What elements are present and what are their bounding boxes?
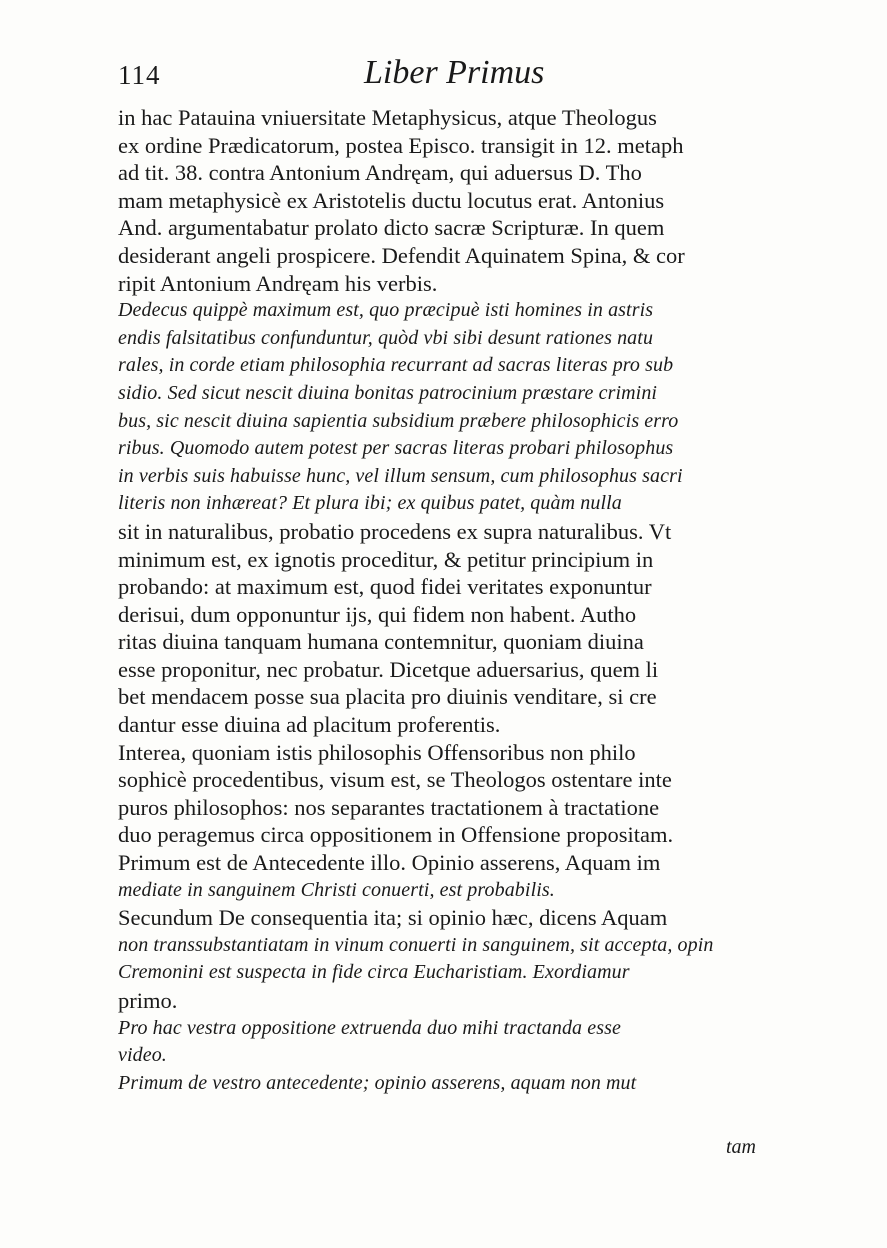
text-line: endis falsitatibus confunduntur, quòd vbi sibi desunt rationes natu (118, 326, 654, 349)
body-text (118, 104, 782, 1097)
text-line: Dedecus quippè maximum est, quo præcipuè isti homines in astris (118, 299, 654, 322)
text-line: ripit Antonium Andręam his verbis. (118, 270, 438, 296)
text-line: in hac Patauina vniuersitate Metaphysicus, atque Theologus (118, 105, 657, 130)
text-line: in verbis suis habuisse hunc, vel illum sensum, cum philosophus sacri (118, 464, 683, 487)
text-line: ribus. Quomodo autem potest per sacras literas probari philosophus (118, 437, 674, 460)
text-line: sidio. Sed sicut nescit diuina bonitas patrocinium præstare crimini (118, 381, 658, 404)
text-line: puros philosophos: nos separantes tractationem à tractatione (118, 794, 660, 820)
text-line: ad tit. 38. contra Antonium Andręam, qui aduersus D. Tho (118, 160, 642, 186)
text-line: bet mendacem posse sua placita pro diuinis venditare, si cre (118, 684, 657, 710)
text-line: bus, sic nescit diuina sapientia subsidium præbere philosophicis erro (118, 409, 679, 432)
page-header (118, 54, 778, 98)
catchword: tam (726, 1136, 756, 1158)
text-line: duo peragemus circa oppositionem in Offensione propositam. (118, 822, 674, 848)
text-line: sophicè procedentibus, visum est, se Theologos ostentare inte (118, 767, 672, 793)
text-line: Cremonini est suspecta in fide circa Eucharistiam. Exordiamur (118, 961, 630, 984)
text-line: Primum de vestro antecedente; opinio asserens, aquam non mut (118, 1071, 637, 1094)
text-line: probando: at maximum est, quod fidei veritates exponuntur (118, 574, 652, 600)
text-line: sit in naturalibus, probatio procedens ex supra naturalibus. Vt (118, 518, 672, 544)
text-line: literis non inhæreat? Et plura ibi; ex quibus patet, quàm nulla (118, 492, 622, 515)
text-line: Pro hac vestra oppositione extruenda duo mihi tractanda esse (118, 1016, 621, 1039)
text-line: ex ordine Prædicatorum, postea Episco. transigit in 12. metaph (118, 132, 684, 158)
text-line: Secundum De consequentia ita; si opinio hæc, dicens Aquam (118, 905, 668, 931)
text-line: Interea, quoniam istis philosophis Offensoribus non philo (118, 739, 636, 765)
text-line: video. (118, 1044, 167, 1067)
text-line: esse proponitur, nec probatur. Dicetque aduersarius, quem li (118, 656, 659, 682)
text-line: primo. (118, 988, 178, 1013)
text-line: desiderant angeli prospicere. Defendit Aquinatem Spina, & cor (118, 242, 685, 268)
text-line: And. argumentabatur prolato dicto sacræ Scripturæ. In quem (118, 215, 665, 241)
text-line: mam metaphysicè ex Aristotelis ductu locutus erat. Antonius (118, 187, 665, 213)
running-head: Liber Primus (364, 54, 545, 91)
page-number: 114 (118, 60, 161, 90)
text-line: ritas diuina tanquam humana contemnitur, quoniam diuina (118, 629, 644, 655)
text-line: non transsubstantiatam in vinum conuerti in sanguinem, sit accepta, opin (118, 933, 714, 956)
text-line: dantur esse diuina ad placitum proferentis. (118, 712, 501, 738)
text-line: mediate in sanguinem Christi conuerti, est probabilis. (118, 878, 555, 901)
text-line: rales, in corde etiam philosophia recurrant ad sacras literas pro sub (118, 354, 674, 377)
text-line: Primum est de Antecedente illo. Opinio asserens, Aquam im (118, 850, 661, 876)
text-line: derisui, dum opponuntur ijs, qui fidem non habent. Autho (118, 601, 637, 627)
text-line: minimum est, ex ignotis proceditur, & petitur principium in (118, 546, 654, 572)
